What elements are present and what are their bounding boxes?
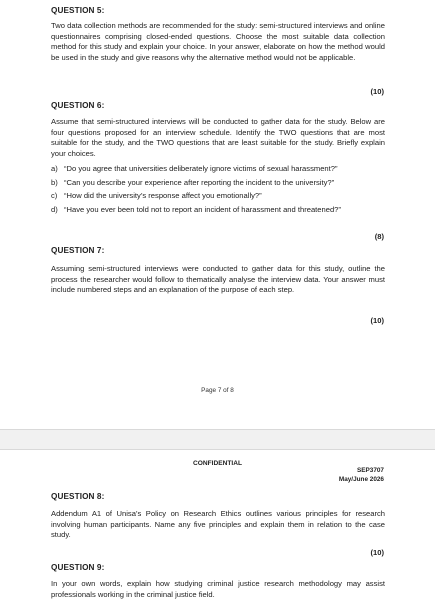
option-text: “Do you agree that universities deliberately ignore victims of sexual harassment?” [64, 164, 338, 173]
question-6-marks: (8) [374, 232, 384, 241]
header-code-block [339, 467, 384, 484]
option-text: “Can you describe your experience after reporting the incident to the university?” [64, 177, 335, 187]
option-letter: d) [51, 204, 58, 214]
question-9-text: In your own words, explain how studying criminal justice research methodology may assist professionals working in the criminal justice field. [51, 579, 385, 599]
option-text: “Have you ever been told not to report an incident of harassment and threatened?” [64, 204, 341, 214]
question-7-heading: QUESTION 7: [51, 246, 105, 255]
question-5-heading: QUESTION 5: [51, 6, 105, 15]
exam-date: May/June 2026 [338, 475, 384, 483]
option-letter: c) [51, 191, 58, 201]
question-8-heading: QUESTION 8: [51, 492, 105, 501]
page-break [0, 429, 435, 450]
question-5-marks: (10) [370, 87, 384, 96]
page-8 [0, 450, 435, 605]
confidential-label: CONFIDENTIAL [192, 460, 243, 467]
option-text: “How did the university’s response affect you emotionally?” [64, 191, 262, 201]
question-7-text: Assuming semi-structured interviews were conducted to gather data for this study, outline the process the researcher would follow to thematically analyse the interview data. Your answer must include numbered steps and an explanation of the purpose of each step. [51, 264, 385, 295]
question-7-marks: (10) [370, 316, 384, 325]
option-letter: a) [51, 164, 58, 173]
option-c [51, 189, 385, 203]
question-9-heading: QUESTION 9: [51, 563, 105, 572]
option-a [51, 162, 385, 176]
module-code: SEP3707 [356, 467, 384, 474]
option-letter: b) [51, 177, 58, 187]
option-b [51, 176, 385, 190]
question-8-text: Addendum A1 of Unisa’s Policy on Research Ethics outlines various principles for research involving human participants. Name any five principles and explain them in relation to the case study. [51, 509, 385, 540]
option-d [51, 203, 385, 217]
question-6-text: Assume that semi-structured interviews will be conducted to gather data for the study. Below are four questions proposed for an interview schedule. Identify the TWO questions that are most suitable for the study, and the TWO questions that are least suitable for the study. Briefly explain your choices. [51, 117, 385, 158]
page-number: Page 7 of 8 [201, 387, 234, 394]
question-6-heading: QUESTION 6: [51, 101, 105, 110]
question-6-options [51, 162, 385, 216]
question-5-text: Two data collection methods are recommended for the study: semi-structured interviews and online questionnaires comprising closed-ended questions. Choose the most suitable data collection method for this study and explain your choice. In your answer, elaborate on how the method would be used in the study and give reasons why the alternative method would not be applicable. [51, 21, 385, 62]
question-8-marks: (10) [370, 548, 384, 557]
